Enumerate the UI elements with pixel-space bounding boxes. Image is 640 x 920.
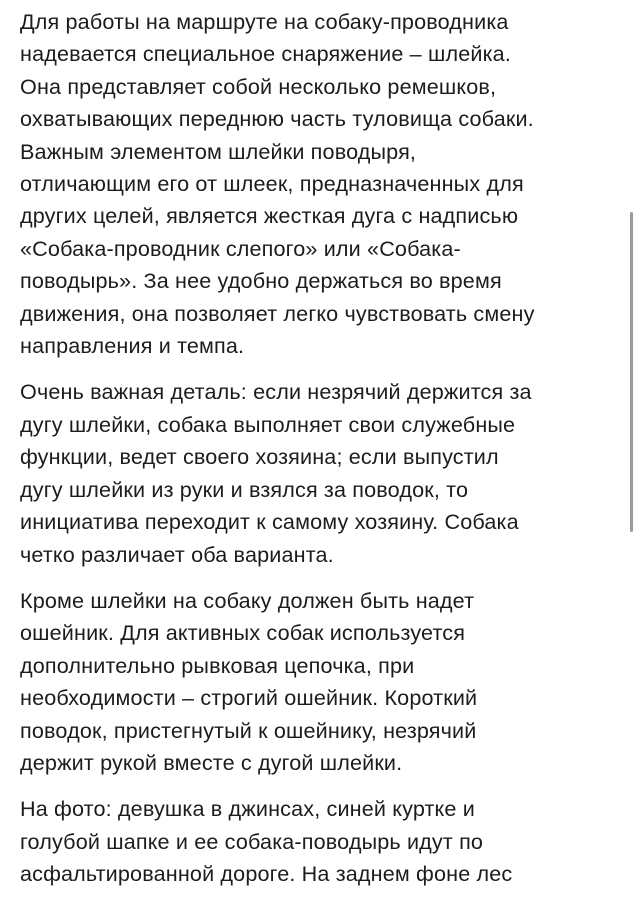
article-paragraph-important-detail: Очень важная деталь: если незрячий держится за дугу шлейки, собака выполняет свои служебные функции, ведет своего хозяина; если выпустил дугу шлейки из руки и взялся за поводок, то инициатива переходит к самому хозяину. Собака четко различает оба варианта. — [20, 379, 532, 567]
article-body — [20, 6, 624, 905]
article-paragraph-harness: Для работы на маршруте на собаку-проводника надевается специальное снаряжение – шлейка. Она представляет собой несколько ремешков, охватывающих переднюю часть туловища собаки. Важным элементом шлейки поводыря, отличающим его от шлеек, предназначенных для других целей, является жесткая дуга с надписью «Собака-проводник слепого» или «Собака- поводырь». За нее удобно держаться во время движения, она позволяет легко чувствовать смену направления и темпа. — [20, 9, 535, 359]
vertical-scroll-indicator[interactable] — [630, 212, 633, 532]
article-paragraph-collar: Кроме шлейки на собаку должен быть надет ошейник. Для активных собак используется дополнительно рывковая цепочка, при необходимости – строгий ошейник. Короткий поводок, пристегнутый к ошейнику, незрячий держит рукой вместе с дугой шлейки. — [20, 587, 478, 775]
article-paragraph-photo-description: На фото: девушка в джинсах, синей куртке и голубой шапке и ее собака-поводырь идут по асфальтированной дороге. На заднем фоне лес — [20, 796, 513, 887]
